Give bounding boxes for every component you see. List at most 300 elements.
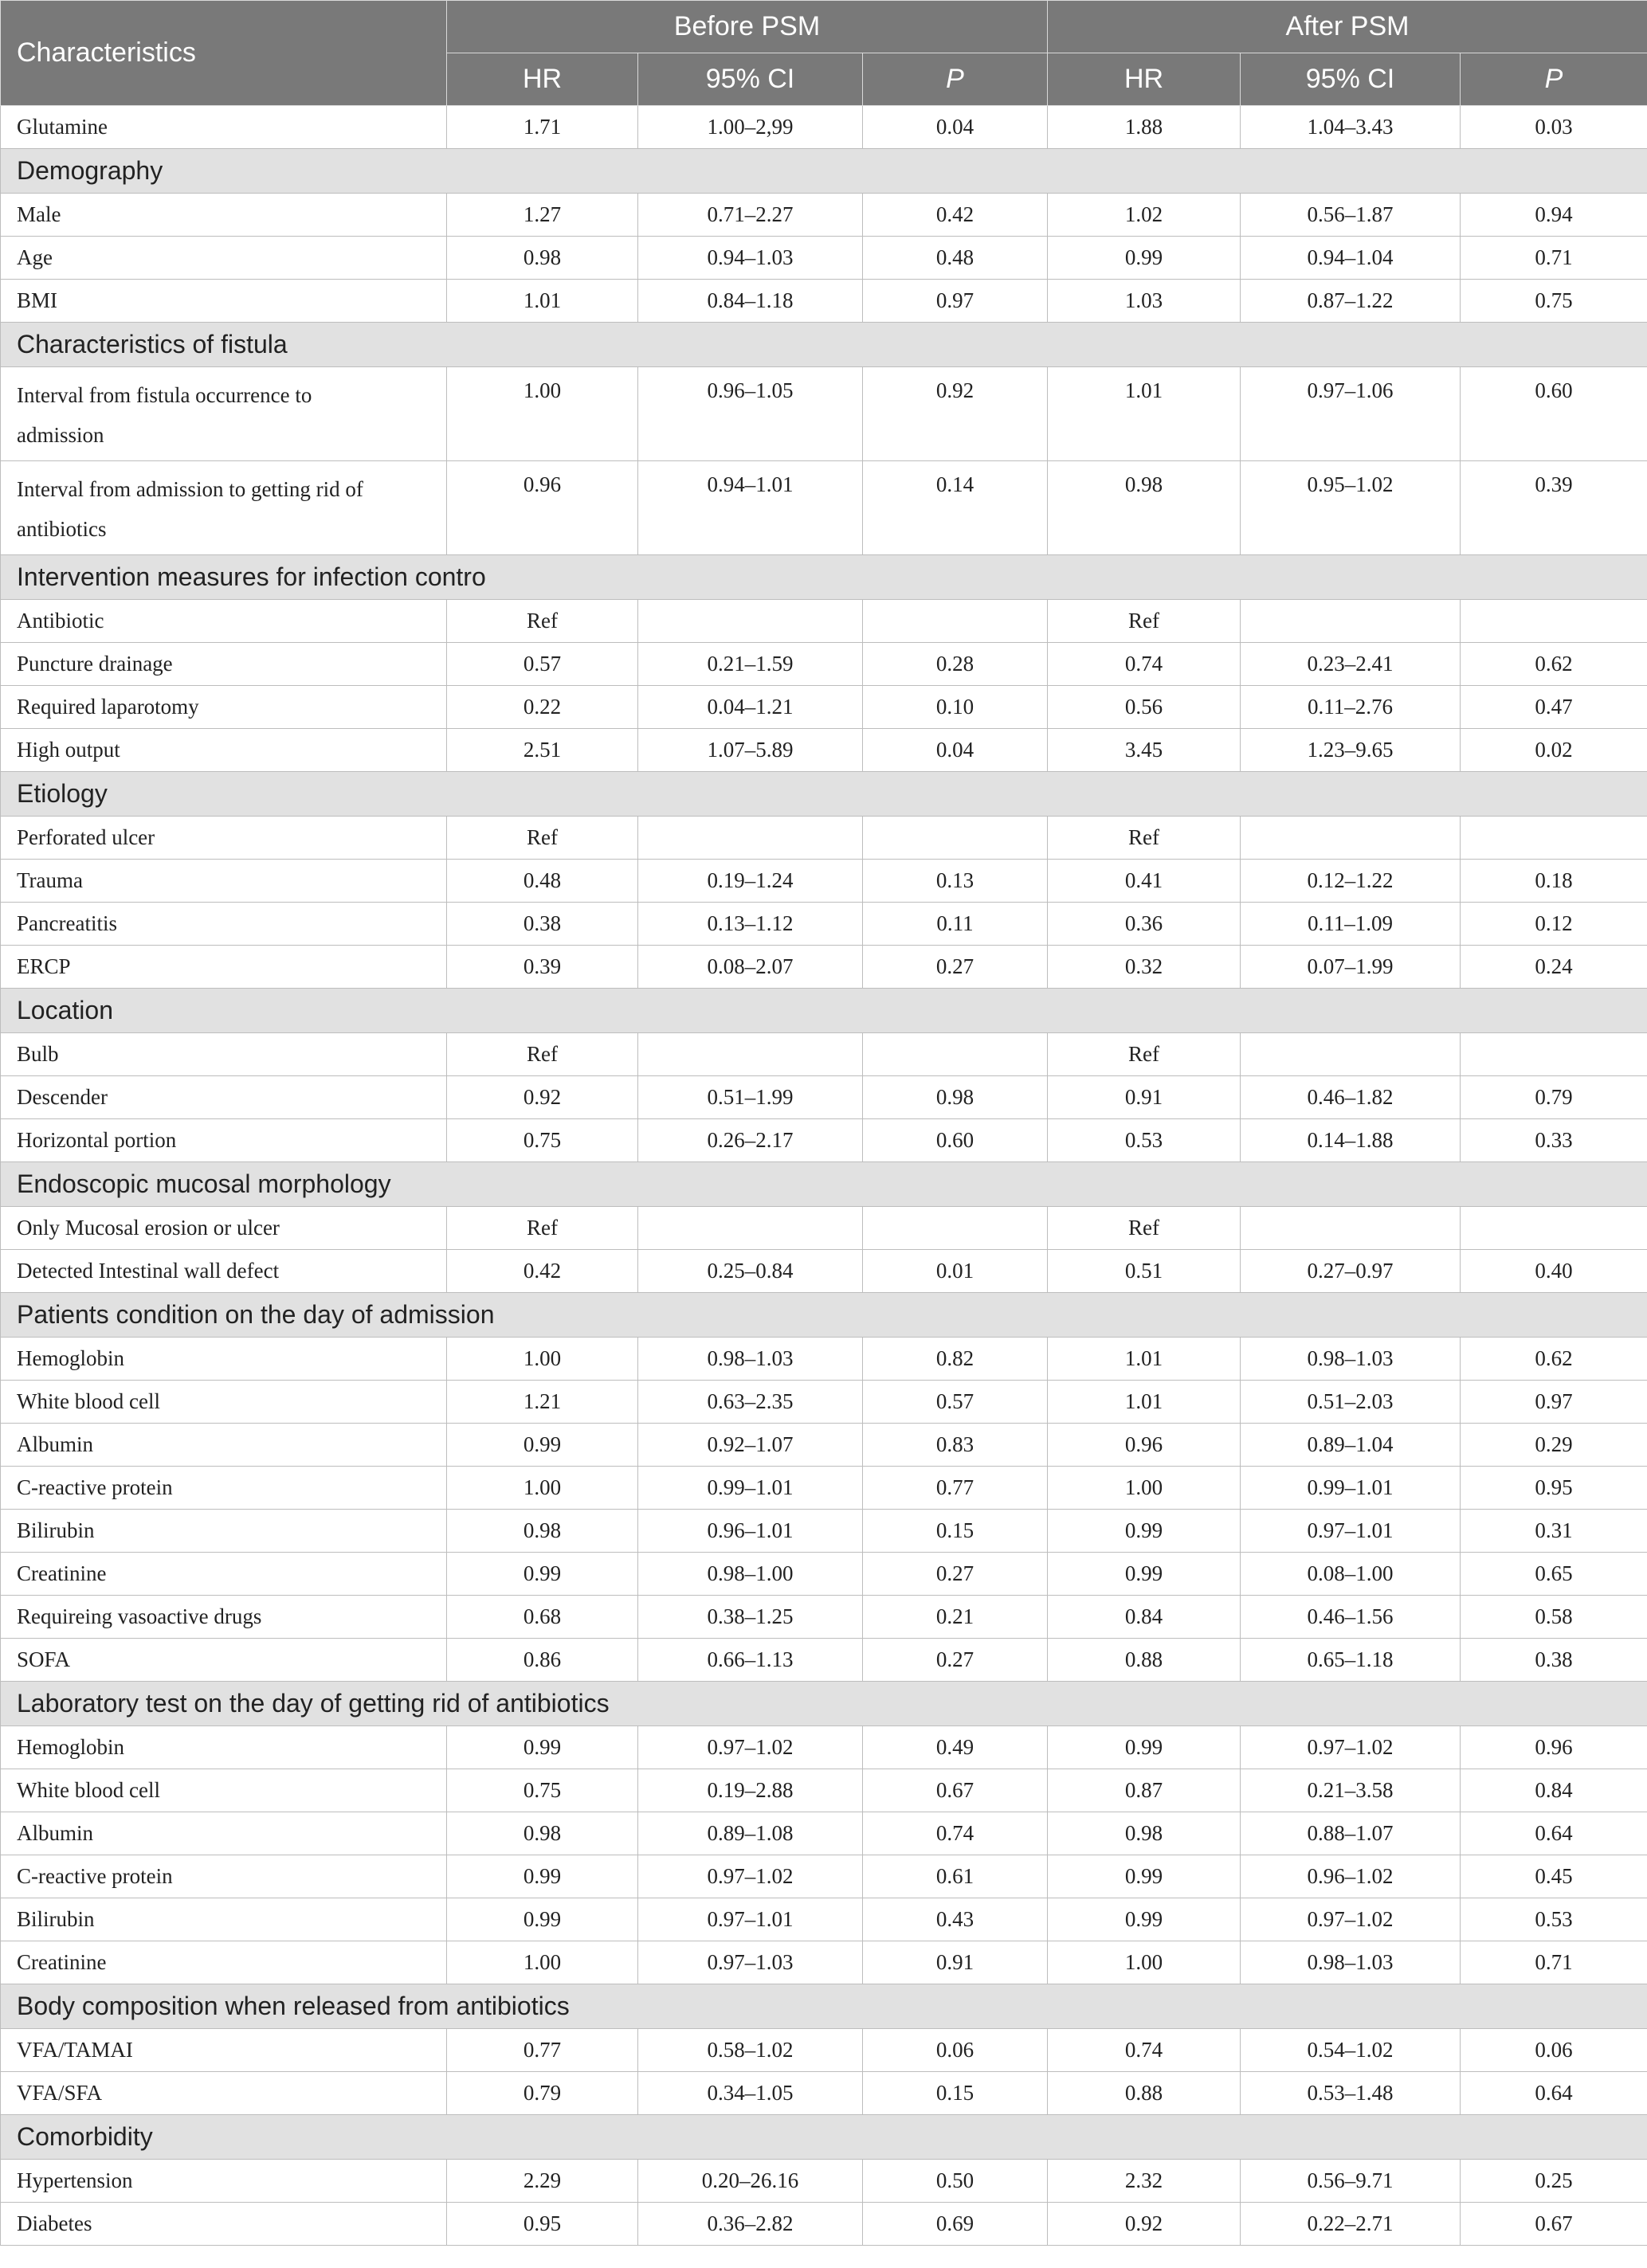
cell-before-hr: 0.95 [447, 2203, 638, 2246]
cell-before-hr: 0.75 [447, 1119, 638, 1162]
cell-after-hr: 0.87 [1048, 1769, 1241, 1812]
cell-before-hr: 0.77 [447, 2029, 638, 2072]
cell-after-hr: 0.51 [1048, 1250, 1241, 1293]
cell-after-ci [1241, 600, 1461, 643]
table-row [1, 1119, 1647, 1162]
row-label: Puncture drainage [1, 643, 447, 686]
cell-after-ci: 0.99–1.01 [1241, 1467, 1461, 1510]
cell-before-p [863, 1207, 1048, 1250]
cell-before-ci: 1.07–5.89 [638, 729, 863, 772]
cell-before-ci: 0.96–1.01 [638, 1510, 863, 1553]
table-row [1, 686, 1647, 729]
cell-before-p: 0.48 [863, 237, 1048, 280]
cell-before-hr: Ref [447, 1207, 638, 1250]
row-label: Bilirubin [1, 1898, 447, 1941]
cell-before-p: 0.01 [863, 1250, 1048, 1293]
cell-after-p: 0.62 [1461, 1338, 1647, 1381]
cell-before-hr: 0.99 [447, 1726, 638, 1769]
row-label: Bilirubin [1, 1510, 447, 1553]
cell-after-hr: 0.88 [1048, 1639, 1241, 1682]
cell-after-ci: 1.04–3.43 [1241, 106, 1461, 149]
cell-after-ci [1241, 1033, 1461, 1076]
section-label: Body composition when released from antibiotics [1, 1984, 1647, 2029]
cell-after-ci: 0.53–1.48 [1241, 2072, 1461, 2115]
cell-after-ci: 0.14–1.88 [1241, 1119, 1461, 1162]
cell-after-ci: 0.46–1.56 [1241, 1596, 1461, 1639]
section-label: Etiology [1, 772, 1647, 817]
cell-before-hr: 1.01 [447, 280, 638, 323]
cell-after-ci [1241, 1207, 1461, 1250]
table-row [1, 860, 1647, 903]
cell-before-hr: 1.71 [447, 106, 638, 149]
cell-after-ci: 0.96–1.02 [1241, 1855, 1461, 1898]
table-row [1, 1250, 1647, 1293]
cell-before-ci: 0.36–2.82 [638, 2203, 863, 2246]
cell-after-hr: 1.88 [1048, 106, 1241, 149]
cell-after-p: 0.25 [1461, 2160, 1647, 2203]
cell-before-hr: 0.48 [447, 860, 638, 903]
row-label: White blood cell [1, 1381, 447, 1424]
header-after-psm: After PSM [1048, 1, 1647, 53]
cell-before-p: 0.77 [863, 1467, 1048, 1510]
cell-after-ci: 0.97–1.06 [1241, 367, 1461, 461]
cell-after-ci: 0.54–1.02 [1241, 2029, 1461, 2072]
cell-after-p: 0.40 [1461, 1250, 1647, 1293]
cell-after-hr: Ref [1048, 1033, 1241, 1076]
cell-before-p: 0.97 [863, 280, 1048, 323]
cell-before-hr: 0.42 [447, 1250, 638, 1293]
cell-before-hr: 0.22 [447, 686, 638, 729]
cell-before-hr: 1.00 [447, 1467, 638, 1510]
row-label: Antibiotic [1, 600, 447, 643]
section-label: Demography [1, 149, 1647, 194]
row-label: Age [1, 237, 447, 280]
cell-after-hr: 0.56 [1048, 686, 1241, 729]
cell-before-hr: 0.86 [447, 1639, 638, 1682]
section-label: Endoscopic mucosal morphology [1, 1162, 1647, 1207]
cell-after-ci: 0.94–1.04 [1241, 237, 1461, 280]
cell-after-p: 0.03 [1461, 106, 1647, 149]
cell-before-ci: 0.71–2.27 [638, 194, 863, 237]
cell-before-hr: 0.68 [447, 1596, 638, 1639]
cell-after-p: 0.12 [1461, 903, 1647, 946]
cell-before-hr: 0.98 [447, 1510, 638, 1553]
cell-after-ci: 0.98–1.03 [1241, 1941, 1461, 1984]
cell-before-p: 0.43 [863, 1898, 1048, 1941]
cell-after-hr: 0.99 [1048, 237, 1241, 280]
table-row [1, 2029, 1647, 2072]
section-row [1, 149, 1647, 194]
cell-after-p: 0.67 [1461, 2203, 1647, 2246]
table-row [1, 946, 1647, 989]
cell-before-p: 0.11 [863, 903, 1048, 946]
cell-after-ci: 0.08–1.00 [1241, 1553, 1461, 1596]
table-row [1, 1076, 1647, 1119]
cell-after-p: 0.71 [1461, 1941, 1647, 1984]
cell-after-ci: 0.23–2.41 [1241, 643, 1461, 686]
row-label: Hypertension [1, 2160, 447, 2203]
cell-before-ci: 0.97–1.01 [638, 1898, 863, 1941]
row-label: Interval from admission to getting rid of antibiotics [1, 461, 447, 555]
cell-before-ci: 0.34–1.05 [638, 2072, 863, 2115]
cell-before-hr: Ref [447, 817, 638, 860]
cell-before-hr: 1.21 [447, 1381, 638, 1424]
section-row [1, 989, 1647, 1033]
table-row [1, 1553, 1647, 1596]
cell-after-hr: 0.41 [1048, 860, 1241, 903]
cell-before-hr: 0.75 [447, 1769, 638, 1812]
cell-before-ci: 0.04–1.21 [638, 686, 863, 729]
cell-after-p: 0.29 [1461, 1424, 1647, 1467]
row-label: Albumin [1, 1812, 447, 1855]
cell-before-hr: 2.51 [447, 729, 638, 772]
row-label: Creatinine [1, 1553, 447, 1596]
cell-before-hr: 0.79 [447, 2072, 638, 2115]
cell-before-ci: 0.92–1.07 [638, 1424, 863, 1467]
row-label: High output [1, 729, 447, 772]
row-label: C-reactive protein [1, 1467, 447, 1510]
cell-after-p: 0.31 [1461, 1510, 1647, 1553]
cell-after-hr: Ref [1048, 817, 1241, 860]
table-row [1, 1726, 1647, 1769]
table-row [1, 1855, 1647, 1898]
cell-after-ci: 0.11–1.09 [1241, 903, 1461, 946]
section-row [1, 1293, 1647, 1338]
row-label: ERCP [1, 946, 447, 989]
cell-before-p: 0.49 [863, 1726, 1048, 1769]
row-label: Horizontal portion [1, 1119, 447, 1162]
cell-after-ci: 0.11–2.76 [1241, 686, 1461, 729]
row-label: Bulb [1, 1033, 447, 1076]
section-label: Laboratory test on the day of getting rid of antibiotics [1, 1682, 1647, 1726]
table-row [1, 1941, 1647, 1984]
cell-before-ci: 0.20–26.16 [638, 2160, 863, 2203]
cell-before-p: 0.04 [863, 106, 1048, 149]
cell-before-hr: Ref [447, 600, 638, 643]
cell-before-hr: 0.39 [447, 946, 638, 989]
table-row [1, 1812, 1647, 1855]
cell-after-p: 0.94 [1461, 194, 1647, 237]
cell-after-ci: 0.97–1.02 [1241, 1726, 1461, 1769]
cell-before-ci: 1.00–2,99 [638, 106, 863, 149]
cell-before-ci: 0.25–0.84 [638, 1250, 863, 1293]
table-row [1, 367, 1647, 461]
cell-after-p: 0.75 [1461, 280, 1647, 323]
row-label: Required laparotomy [1, 686, 447, 729]
cell-after-hr: Ref [1048, 600, 1241, 643]
section-row [1, 1162, 1647, 1207]
header-before-p: P [863, 53, 1048, 106]
cell-after-p [1461, 600, 1647, 643]
cell-after-ci: 0.46–1.82 [1241, 1076, 1461, 1119]
cell-before-ci: 0.98–1.03 [638, 1338, 863, 1381]
cell-before-ci: 0.89–1.08 [638, 1812, 863, 1855]
cell-before-hr: Ref [447, 1033, 638, 1076]
cell-after-hr: Ref [1048, 1207, 1241, 1250]
table-row [1, 903, 1647, 946]
row-label: Descender [1, 1076, 447, 1119]
row-label: VFA/TAMAI [1, 2029, 447, 2072]
cell-before-ci: 0.84–1.18 [638, 280, 863, 323]
row-label: Perforated ulcer [1, 817, 447, 860]
header-after-hr: HR [1048, 53, 1241, 106]
table-row [1, 1424, 1647, 1467]
cell-before-p [863, 817, 1048, 860]
cell-before-p [863, 600, 1048, 643]
table-row [1, 237, 1647, 280]
row-label: Diabetes [1, 2203, 447, 2246]
cell-before-ci: 0.21–1.59 [638, 643, 863, 686]
cell-before-p: 0.27 [863, 1553, 1048, 1596]
cell-after-ci: 0.56–1.87 [1241, 194, 1461, 237]
table-row [1, 729, 1647, 772]
table-row [1, 1769, 1647, 1812]
row-label: C-reactive protein [1, 1855, 447, 1898]
cell-after-ci: 0.98–1.03 [1241, 1338, 1461, 1381]
row-label: Glutamine [1, 106, 447, 149]
cell-before-ci [638, 1033, 863, 1076]
row-label: Requireing vasoactive drugs [1, 1596, 447, 1639]
cell-before-p: 0.14 [863, 461, 1048, 555]
cell-before-ci: 0.66–1.13 [638, 1639, 863, 1682]
cell-before-ci: 0.13–1.12 [638, 903, 863, 946]
row-label: Creatinine [1, 1941, 447, 1984]
table-row [1, 194, 1647, 237]
table-row [1, 1639, 1647, 1682]
cell-before-p [863, 1033, 1048, 1076]
cell-after-hr: 0.74 [1048, 2029, 1241, 2072]
header-characteristics: Characteristics [1, 1, 447, 106]
cell-after-p: 0.62 [1461, 643, 1647, 686]
table-row [1, 106, 1647, 149]
cell-after-p: 0.06 [1461, 2029, 1647, 2072]
row-label: Male [1, 194, 447, 237]
cell-after-p: 0.79 [1461, 1076, 1647, 1119]
row-label: Hemoglobin [1, 1726, 447, 1769]
cell-before-ci: 0.19–1.24 [638, 860, 863, 903]
table-header [1, 1, 1647, 106]
table-row [1, 2072, 1647, 2115]
cell-before-p: 0.67 [863, 1769, 1048, 1812]
cell-after-hr: 0.98 [1048, 461, 1241, 555]
cell-before-ci: 0.63–2.35 [638, 1381, 863, 1424]
cell-before-hr: 0.38 [447, 903, 638, 946]
cell-after-ci: 0.95–1.02 [1241, 461, 1461, 555]
cell-before-hr: 0.57 [447, 643, 638, 686]
row-label: Pancreatitis [1, 903, 447, 946]
cell-after-p: 0.64 [1461, 1812, 1647, 1855]
table-row [1, 1033, 1647, 1076]
cell-before-ci: 0.58–1.02 [638, 2029, 863, 2072]
cell-after-p: 0.33 [1461, 1119, 1647, 1162]
cell-before-ci: 0.51–1.99 [638, 1076, 863, 1119]
row-label: Albumin [1, 1424, 447, 1467]
cell-before-p: 0.04 [863, 729, 1048, 772]
cell-after-p: 0.60 [1461, 367, 1647, 461]
cell-after-p: 0.18 [1461, 860, 1647, 903]
cell-after-p: 0.02 [1461, 729, 1647, 772]
table-row [1, 1898, 1647, 1941]
cell-after-hr: 0.53 [1048, 1119, 1241, 1162]
cell-before-p: 0.69 [863, 2203, 1048, 2246]
cell-after-hr: 0.84 [1048, 1596, 1241, 1639]
cell-after-hr: 1.01 [1048, 1338, 1241, 1381]
cell-before-hr: 0.96 [447, 461, 638, 555]
table-body [1, 106, 1647, 2246]
cell-after-hr: 0.98 [1048, 1812, 1241, 1855]
table-row [1, 1510, 1647, 1553]
cell-before-p: 0.50 [863, 2160, 1048, 2203]
row-label: VFA/SFA [1, 2072, 447, 2115]
table-row [1, 280, 1647, 323]
table-row [1, 461, 1647, 555]
table-row [1, 1338, 1647, 1381]
row-label: Only Mucosal erosion or ulcer [1, 1207, 447, 1250]
cell-before-hr: 0.99 [447, 1424, 638, 1467]
table-row [1, 1381, 1647, 1424]
cell-before-p: 0.57 [863, 1381, 1048, 1424]
cell-after-hr: 0.99 [1048, 1898, 1241, 1941]
table-row [1, 1207, 1647, 1250]
cell-after-hr: 1.02 [1048, 194, 1241, 237]
cell-after-ci: 0.88–1.07 [1241, 1812, 1461, 1855]
cell-before-p: 0.10 [863, 686, 1048, 729]
cell-after-p: 0.24 [1461, 946, 1647, 989]
cell-after-hr: 1.01 [1048, 1381, 1241, 1424]
cell-before-ci: 0.97–1.02 [638, 1855, 863, 1898]
cell-after-p: 0.96 [1461, 1726, 1647, 1769]
cell-before-p: 0.27 [863, 1639, 1048, 1682]
row-label: Hemoglobin [1, 1338, 447, 1381]
row-label: White blood cell [1, 1769, 447, 1812]
cell-before-hr: 0.99 [447, 1898, 638, 1941]
cell-before-p: 0.92 [863, 367, 1048, 461]
cell-before-ci: 0.98–1.00 [638, 1553, 863, 1596]
cell-after-hr: 0.99 [1048, 1855, 1241, 1898]
cell-before-ci [638, 817, 863, 860]
cell-before-p: 0.15 [863, 2072, 1048, 2115]
cell-before-ci: 0.96–1.05 [638, 367, 863, 461]
cell-after-hr: 0.88 [1048, 2072, 1241, 2115]
cell-after-hr: 0.36 [1048, 903, 1241, 946]
cell-after-hr: 0.99 [1048, 1553, 1241, 1596]
cell-after-ci: 1.23–9.65 [1241, 729, 1461, 772]
cell-after-ci: 0.97–1.01 [1241, 1510, 1461, 1553]
cell-after-p [1461, 1033, 1647, 1076]
cell-before-ci: 0.26–2.17 [638, 1119, 863, 1162]
cell-before-ci: 0.99–1.01 [638, 1467, 863, 1510]
cell-before-p: 0.06 [863, 2029, 1048, 2072]
cell-after-p: 0.45 [1461, 1855, 1647, 1898]
row-label: Detected Intestinal wall defect [1, 1250, 447, 1293]
cell-after-p: 0.65 [1461, 1553, 1647, 1596]
cell-after-ci: 0.89–1.04 [1241, 1424, 1461, 1467]
cell-after-hr: 0.91 [1048, 1076, 1241, 1119]
section-row [1, 1984, 1647, 2029]
cell-after-p: 0.47 [1461, 686, 1647, 729]
cell-before-p: 0.82 [863, 1338, 1048, 1381]
table-row [1, 817, 1647, 860]
table-row [1, 2203, 1647, 2246]
cell-after-p: 0.64 [1461, 2072, 1647, 2115]
cell-before-hr: 1.00 [447, 367, 638, 461]
cell-after-ci: 0.51–2.03 [1241, 1381, 1461, 1424]
cell-before-hr: 1.00 [447, 1941, 638, 1984]
cell-before-p: 0.42 [863, 194, 1048, 237]
header-after-ci: 95% CI [1241, 53, 1461, 106]
cell-before-ci: 0.94–1.01 [638, 461, 863, 555]
cell-after-p: 0.38 [1461, 1639, 1647, 1682]
cell-before-hr: 0.98 [447, 237, 638, 280]
header-before-psm: Before PSM [447, 1, 1048, 53]
cell-after-hr: 1.03 [1048, 280, 1241, 323]
cell-after-p: 0.84 [1461, 1769, 1647, 1812]
cell-after-hr: 0.96 [1048, 1424, 1241, 1467]
cell-after-p [1461, 817, 1647, 860]
cell-before-p: 0.83 [863, 1424, 1048, 1467]
cell-before-p: 0.98 [863, 1076, 1048, 1119]
section-row [1, 1682, 1647, 1726]
section-row [1, 2115, 1647, 2160]
cell-after-hr: 0.92 [1048, 2203, 1241, 2246]
header-after-p: P [1461, 53, 1647, 106]
cell-after-hr: 0.99 [1048, 1510, 1241, 1553]
cell-after-p [1461, 1207, 1647, 1250]
cell-before-hr: 0.92 [447, 1076, 638, 1119]
header-before-ci: 95% CI [638, 53, 863, 106]
row-label: BMI [1, 280, 447, 323]
cell-after-hr: 1.00 [1048, 1941, 1241, 1984]
cell-after-hr: 0.74 [1048, 643, 1241, 686]
cell-before-hr: 1.00 [447, 1338, 638, 1381]
cell-before-hr: 0.99 [447, 1553, 638, 1596]
table-row [1, 643, 1647, 686]
cell-after-p: 0.53 [1461, 1898, 1647, 1941]
cell-before-p: 0.91 [863, 1941, 1048, 1984]
section-label: Characteristics of fistula [1, 323, 1647, 367]
cell-before-hr: 1.27 [447, 194, 638, 237]
cell-before-p: 0.15 [863, 1510, 1048, 1553]
cell-before-hr: 2.29 [447, 2160, 638, 2203]
cell-before-ci [638, 600, 863, 643]
section-label: Intervention measures for infection contro [1, 555, 1647, 600]
cell-after-ci [1241, 817, 1461, 860]
section-row [1, 555, 1647, 600]
cell-after-ci: 0.22–2.71 [1241, 2203, 1461, 2246]
cell-after-p: 0.71 [1461, 237, 1647, 280]
cell-after-ci: 0.97–1.02 [1241, 1898, 1461, 1941]
section-label: Patients condition on the day of admission [1, 1293, 1647, 1338]
cell-after-hr: 0.99 [1048, 1726, 1241, 1769]
header-before-hr: HR [447, 53, 638, 106]
cell-after-hr: 3.45 [1048, 729, 1241, 772]
table-row [1, 1467, 1647, 1510]
cell-before-hr: 0.99 [447, 1855, 638, 1898]
cell-before-ci: 0.97–1.03 [638, 1941, 863, 1984]
cell-before-p: 0.27 [863, 946, 1048, 989]
cell-before-ci [638, 1207, 863, 1250]
table-row [1, 1596, 1647, 1639]
cell-before-ci: 0.38–1.25 [638, 1596, 863, 1639]
cell-after-ci: 0.12–1.22 [1241, 860, 1461, 903]
cell-before-ci: 0.94–1.03 [638, 237, 863, 280]
cell-before-ci: 0.08–2.07 [638, 946, 863, 989]
cell-before-p: 0.28 [863, 643, 1048, 686]
section-label: Location [1, 989, 1647, 1033]
cell-after-p: 0.95 [1461, 1467, 1647, 1510]
header-row-groups [1, 1, 1647, 53]
cell-before-p: 0.74 [863, 1812, 1048, 1855]
